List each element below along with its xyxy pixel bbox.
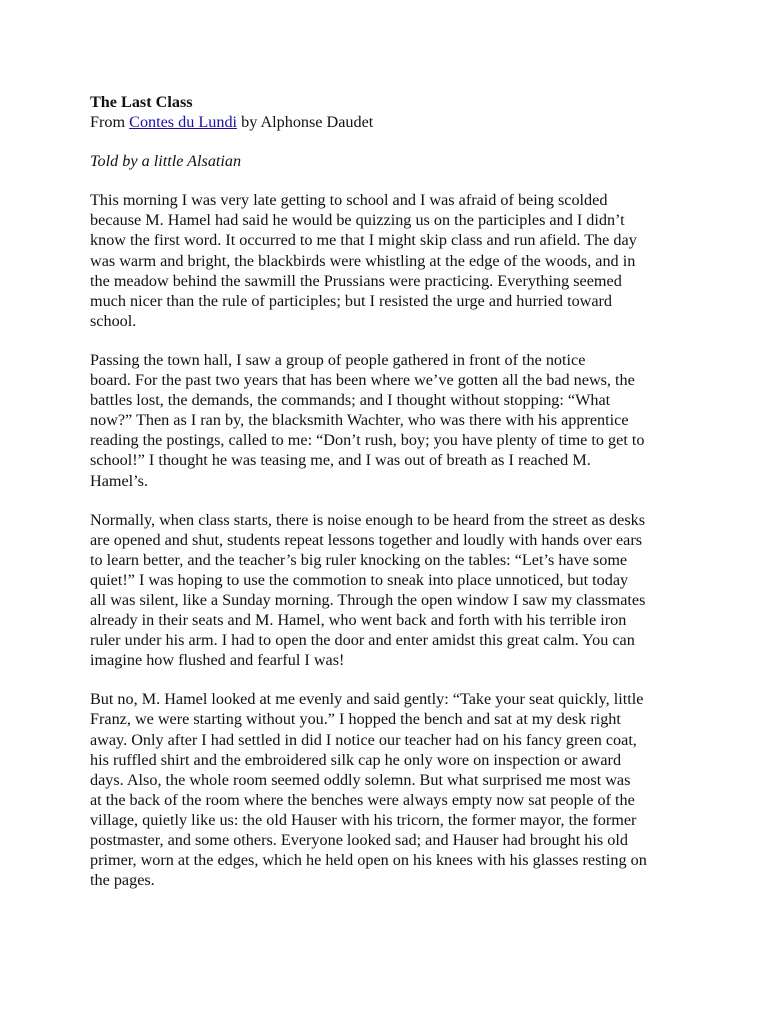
paragraph-line: Normally, when class starts, there is noise enough to be heard from the street as desks	[90, 510, 646, 529]
paragraph-line: already in their seats and M. Hamel, who went back and forth with his terrible iron	[90, 611, 627, 630]
paragraph-line: know the first word. It occurred to me that I might skip class and run afield. The day	[90, 231, 637, 250]
paragraph-line: now?” Then as I ran by, the blacksmith Wachter, who was there with his apprentice	[90, 411, 629, 430]
paragraph-line: the meadow behind the sawmill the Prussians were practicing. Everything seemed	[90, 271, 622, 290]
paragraph-line: board. For the past two years that has been where we’ve gotten all the bad news, the	[90, 371, 635, 390]
document-title: The Last Class	[90, 93, 193, 111]
paragraph-line: reading the postings, called to me: “Don’t rush, boy; you have plenty of time to get to	[90, 431, 645, 450]
paragraph-line: much nicer than the rule of participles; but I resisted the urge and hurried toward	[90, 291, 613, 310]
paragraph-line: village, quietly like us: the old Hauser with his tricorn, the former mayor, the former	[90, 810, 637, 829]
document-subtitle: Told by a little Alsatian	[90, 152, 242, 171]
paragraph-line: imagine how flushed and fearful I was!	[90, 651, 345, 670]
paragraph-line: primer, worn at the edges, which he held open on his knees with his glasses resting on	[90, 851, 647, 870]
source-suffix: by Alphonse Daudet	[237, 113, 374, 132]
paragraph-line: at the back of the room where the benches were always empty now sat people of the	[90, 790, 635, 809]
paragraph-line: all was silent, like a Sunday morning. Through the open window I saw my classmates	[90, 590, 646, 609]
paragraph	[90, 689, 682, 890]
paragraph-line: away. Only after I had settled in did I notice our teacher had on his fancy green coat,	[90, 730, 637, 749]
paragraph-line: his ruffled shirt and the embroidered silk cap he only wore on inspection or award	[90, 750, 622, 769]
document-body	[90, 92, 682, 890]
paragraph-list	[90, 190, 682, 890]
paragraph-line: the pages.	[90, 871, 155, 890]
paragraph-line: days. Also, the whole room seemed oddly solemn. But what surprised me most was	[90, 770, 631, 789]
paragraph-line: This morning I was very late getting to school and I was afraid of being scolded	[90, 191, 608, 210]
source-line	[90, 112, 682, 132]
paragraph-line: because M. Hamel had said he would be quizzing us on the participles and I didn’t	[90, 211, 625, 230]
paragraph-line: Passing the town hall, I saw a group of people gathered in front of the notice	[90, 350, 586, 369]
paragraph-line: are opened and shut, students repeat lessons together and loudly with hands over ears	[90, 530, 643, 549]
source-prefix: From	[90, 113, 130, 132]
paragraph	[90, 510, 682, 671]
paragraph-line: school!” I thought he was teasing me, and I was out of breath as I reached M.	[90, 451, 591, 470]
paragraph-line: to learn better, and the teacher’s big ruler knocking on the tables: “Let’s have some	[90, 550, 628, 569]
paragraph-line: But no, M. Hamel looked at me evenly and said gently: “Take your seat quickly, little	[90, 690, 644, 709]
paragraph-line: ruler under his arm. I had to open the door and enter amidst this great calm. You can	[90, 631, 635, 650]
paragraph-line: Franz, we were starting without you.” I hopped the bench and sat at my desk right	[90, 710, 621, 729]
paragraph	[90, 350, 682, 491]
source-link[interactable]: Contes du Lundi	[129, 113, 238, 132]
paragraph-line: quiet!” I was hoping to use the commotion to sneak into place unnoticed, but today	[90, 570, 629, 589]
paragraph-line: postmaster, and some others. Everyone looked sad; and Hauser had brought his old	[90, 831, 628, 849]
paragraph-line: was warm and bright, the blackbirds were whistling at the edge of the woods, and in	[90, 251, 636, 270]
paragraph	[90, 190, 682, 331]
paragraph-line: battles lost, the demands, the commands; and I thought without stopping: “What	[90, 391, 611, 410]
paragraph-line: Hamel’s.	[90, 471, 148, 490]
paragraph-line: school.	[90, 311, 137, 330]
